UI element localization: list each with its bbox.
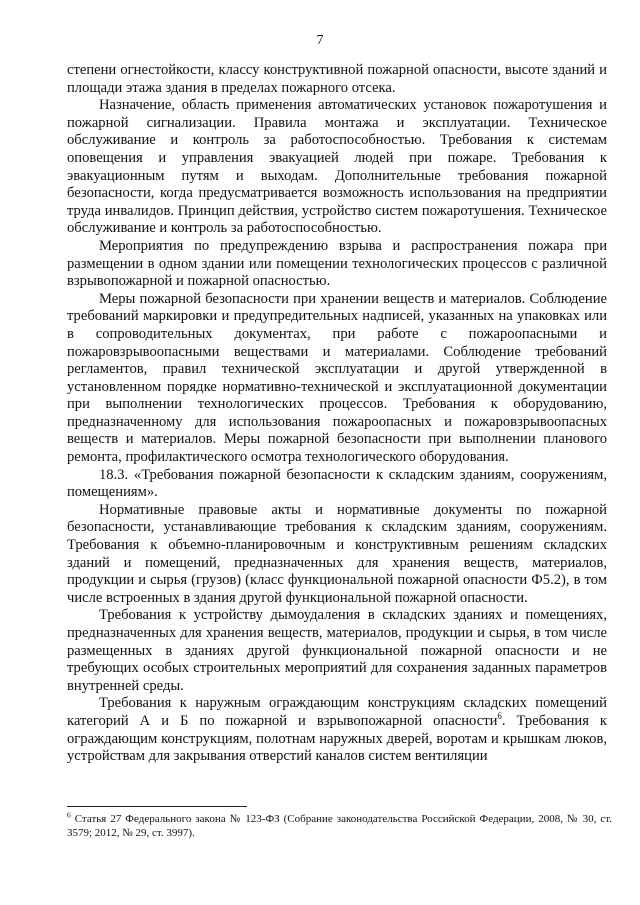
footnote-marker: 6 [67, 810, 71, 820]
paragraph-continuation: степени огнестойкости, классу конструктивной пожарной опасности, высоте зданий и площади этажа здания в пределах пожарного отсека. [67, 62, 607, 96]
paragraph-explosion-prevention: Мероприятия по предупреждению взрыва и распространения пожара при размещении в одном здании или помещении технологических процессов с различной взрывопожарной и пожарной опасностью. [67, 237, 607, 290]
body-text [67, 62, 607, 766]
paragraph-regulatory-acts: Нормативные правовые акты и нормативные документы по пожарной безопасности, устанавливающие требования к складским зданиям, сооружениям. Требования к объемно-планировочным и конструктивным решениям складских зданий и помещений, предназначенных для хранения веществ, материалов, продукции и сырья (грузов) (класс функциональной пожарной опасности Ф5.2), в том числе встроенных в здания другой функциональной пожарной опасности. [67, 501, 607, 606]
footnote-text: Статья 27 Федерального закона № 123-ФЗ (Собрание законодательства Российской Федерации, 2008, № 30, ст. 3579; 2012, № 29, ст. 3997). [67, 813, 612, 839]
section-heading-18-3: 18.3. «Требования пожарной безопасности к складским зданиям, сооружениям, помещениям». [67, 466, 607, 501]
paragraph-external-enclosures [67, 695, 607, 765]
footnote-divider [67, 806, 247, 807]
paragraph-smoke-removal: Требования к устройству дымоудаления в складских зданиях и помещениях, предназначенных для хранения веществ, материалов, продукции и сырья, в том числе размещенных в зданиях другой функциональной пожарной опасности и не требующих особых строительных мероприятий для сохранения заданных параметров внутренней среды. [67, 607, 607, 694]
paragraph-fire-extinguishing-systems: Назначение, область применения автоматических установок пожаротушения и пожарной сигнализации. Правила монтажа и эксплуатации. Техническое обслуживание и контроль за работоспособностью. Требования к системам оповещения и управления эвакуацией людей при пожаре. Требования к эвакуационным путям и выходам. Дополнительные требования пожарной безопасности, когда предусматривается возможность использования на предприятии труда инвалидов. Принцип действия, устройство систем пожаротушения. Техническое обслуживание и контроль за работоспособностью. [67, 97, 607, 237]
footnote [67, 812, 612, 840]
footnote-reference: 6 [497, 711, 502, 722]
paragraph-text-after-ref: . Требования к ограждающим конструкциям, полотнам наружных дверей, воротам и крышкам люков, устройствам для закрывания отверстий каналов систем вентиляции [67, 712, 607, 765]
paragraph-text-before-ref: Требования к наружным ограждающим конструкциям складских помещений категорий А и Б по пожарной и взрывопожарной опасности [67, 695, 607, 729]
page-number: 7 [316, 33, 324, 48]
paragraph-storage-safety-measures: Меры пожарной безопасности при хранении веществ и материалов. Соблюдение требований маркировки и предупредительных надписей, указанных на упаковках или в сопроводительных документах, при работе с пожароопасными и пожаровзрывоопасными веществами и материалами. Соблюдение требований регламентов, правил технической эксплуатации и другой утвержденной в установленном порядке нормативно-технической и эксплуатационной документации при выполнении технологических процессов. Требования к оборудованию, предназначенному для использования пожароопасных и пожаровзрывоопасных веществ и материалов. Меры пожарной безопасности при выполнении планового ремонта, профилактического осмотра технологического оборудования. [67, 290, 607, 466]
